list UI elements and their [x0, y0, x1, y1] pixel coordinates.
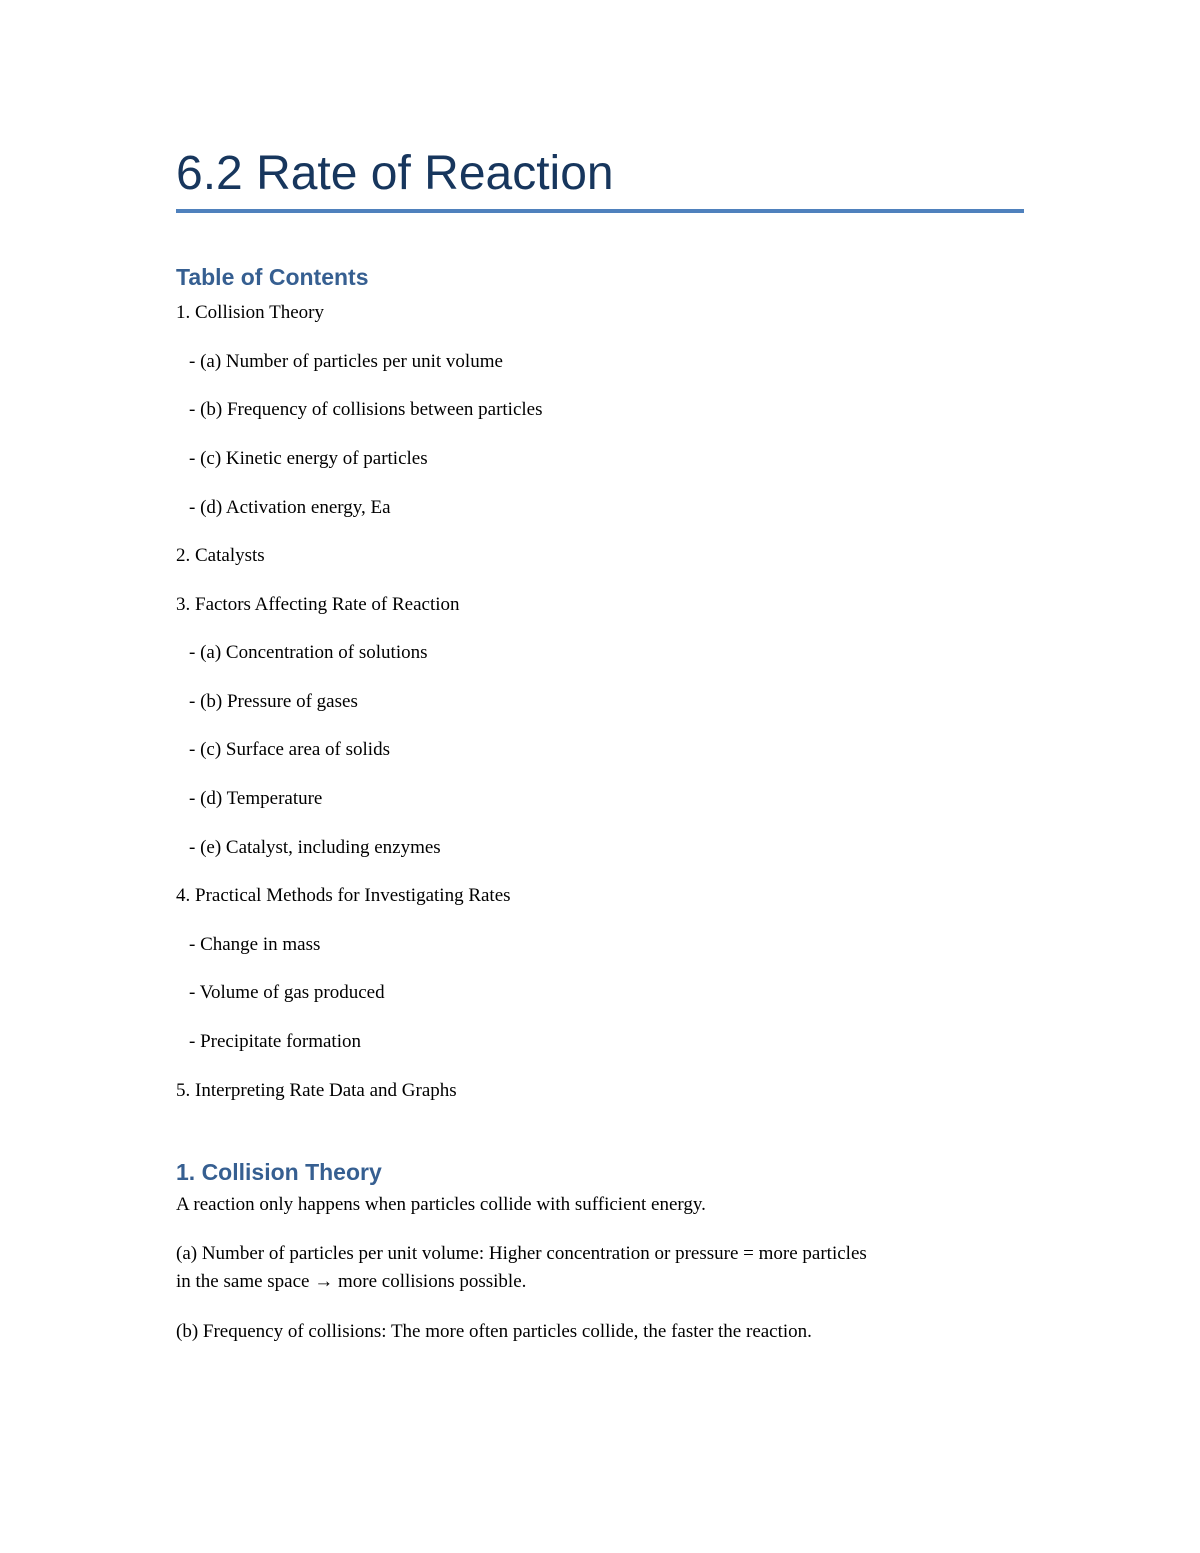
paragraph-collision-frequency: (b) Frequency of collisions: The more often particles collide, the faster the reaction. — [176, 1321, 812, 1342]
toc-item: - (a) Number of particles per unit volume — [189, 351, 503, 372]
toc-item: 5. Interpreting Rate Data and Graphs — [176, 1080, 457, 1101]
toc-item: - (c) Surface area of solids — [189, 739, 390, 760]
toc-item: - (d) Activation energy, Ea — [189, 497, 391, 518]
toc-item: - Precipitate formation — [189, 1031, 361, 1052]
toc-item: - Change in mass — [189, 934, 321, 955]
toc-item: - Volume of gas produced — [189, 982, 385, 1003]
section-intro-paragraph: A reaction only happens when particles collide with sufficient energy. — [176, 1194, 706, 1215]
toc-item: - (b) Frequency of collisions between particles — [189, 399, 543, 420]
paragraph-line: in the same space → more collisions possible. — [176, 1271, 527, 1292]
section-heading-collision-theory: 1. Collision Theory — [176, 1159, 382, 1185]
toc-item: 4. Practical Methods for Investigating Rates — [176, 885, 511, 906]
toc-item: - (b) Pressure of gases — [189, 691, 358, 712]
toc-item: - (e) Catalyst, including enzymes — [189, 837, 441, 858]
toc-item: 2. Catalysts — [176, 545, 265, 566]
toc-item: - (d) Temperature — [189, 788, 323, 809]
toc-item: 3. Factors Affecting Rate of Reaction — [176, 594, 460, 615]
toc-heading: Table of Contents — [176, 264, 369, 290]
toc-item: - (c) Kinetic energy of particles — [189, 448, 428, 469]
toc-item: - (a) Concentration of solutions — [189, 642, 428, 663]
paragraph-line: (a) Number of particles per unit volume: Higher concentration or pressure = more particles — [176, 1243, 867, 1264]
title-underline-rule — [176, 209, 1024, 213]
toc-item: 1. Collision Theory — [176, 302, 324, 323]
document-title: 6.2 Rate of Reaction — [176, 147, 614, 200]
